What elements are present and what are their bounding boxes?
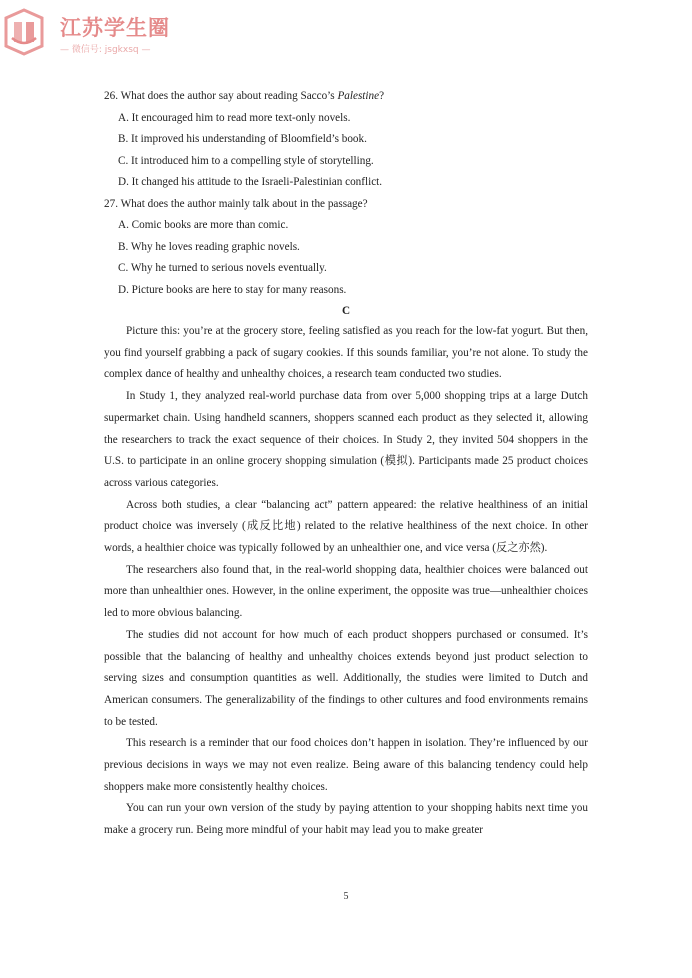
watermark <box>0 4 200 60</box>
option-c: C. It introduced him to a compelling style of storytelling. <box>118 154 374 167</box>
page-number: 5 <box>343 891 349 902</box>
watermark-logo-icon <box>2 8 46 56</box>
question-stem-text: What does the author mainly talk about in the passage? <box>120 197 368 210</box>
question-stem-text: What does the author say about reading Sacco’s <box>120 90 338 102</box>
watermark-subtitle: — 微信号: jsgkxsq — <box>60 45 151 55</box>
option-d: D. It changed his attitude to the Israeli-Palestinian conflict. <box>118 176 383 188</box>
paragraph: Across both studies, a clear “balancing act” pattern appeared: the relative healthiness of an initial product choice was inversely (成反比地) related to the relative healthiness of the next choice. In other words, a healthier choice was typically followed by an unhealthier one, and vice versa (反之亦然). <box>104 498 588 555</box>
passage-c <box>104 321 588 842</box>
paragraph: The researchers also found that, in the real-world shopping data, healthier choices were balanced out more than unhealthier ones. However, in the online experiment, the opposite was true—unhealthier choices led to more obvious balancing. <box>104 563 588 620</box>
question-stem <box>104 86 588 108</box>
option-c: C. Why he turned to serious novels eventually. <box>118 262 327 274</box>
option-d: D. Picture books are here to stay for many reasons. <box>118 283 347 296</box>
paragraph: Picture this: you’re at the grocery store, feeling satisfied as you reach for the low-fat yogurt. But then, you find yourself grabbing a pack of sugary cookies. If this sounds familiar, you’re not alone. To study the complex dance of healthy and unhealthy choices, a research team conducted two studies. <box>104 325 588 381</box>
question-stem <box>104 194 588 216</box>
paragraph: This research is a reminder that our food choices don’t happen in isolation. They’re influenced by our previous decisions in ways we may not even realize. Being aware of this balancing tendency could help shoppers make more consistently healthy choices. <box>104 737 588 793</box>
question-number: 27. <box>104 197 118 210</box>
option-b: B. Why he loves reading graphic novels. <box>118 240 300 253</box>
watermark-title: 江苏学生圈 <box>60 16 170 40</box>
question-26 <box>104 86 588 194</box>
page-content <box>104 86 588 842</box>
section-label: C <box>341 305 351 317</box>
paragraph: You can run your own version of the study by paying attention to your shopping habits next time you make a grocery run. Being more mindful of your habit may lead you to make greater <box>104 802 588 837</box>
paragraph: In Study 1, they analyzed real-world purchase data from over 5,000 shopping trips at a large Dutch supermarket chain. Using handheld scanners, shoppers scanned each product as they selected it, allowing the researchers to track the exact sequence of their choices. In Study 2, they invited 504 shoppers in the U.S. to participate in an online grocery shopping simulation (模拟). Participants made 25 product choices across various categories. <box>104 390 588 489</box>
book-title: Palestine <box>337 90 380 102</box>
paragraph: The studies did not account for how much of each product shoppers purchased or consumed. It’s possible that the balancing of healthy and unhealthy choices extends beyond just product selection to serving sizes and consumption quantities as well. Additionally, the studies were limited to Dutch and American consumers. The generalizability of the findings to other cultures and food environments remains to be tested. <box>104 628 588 728</box>
question-27 <box>104 194 588 302</box>
option-b: B. It improved his understanding of Bloomfield’s book. <box>118 133 367 145</box>
option-a: A. It encouraged him to read more text-only novels. <box>118 111 351 124</box>
question-stem-end: ? <box>379 90 385 102</box>
question-number: 26. <box>104 90 118 102</box>
option-a: A. Comic books are more than comic. <box>118 219 289 231</box>
